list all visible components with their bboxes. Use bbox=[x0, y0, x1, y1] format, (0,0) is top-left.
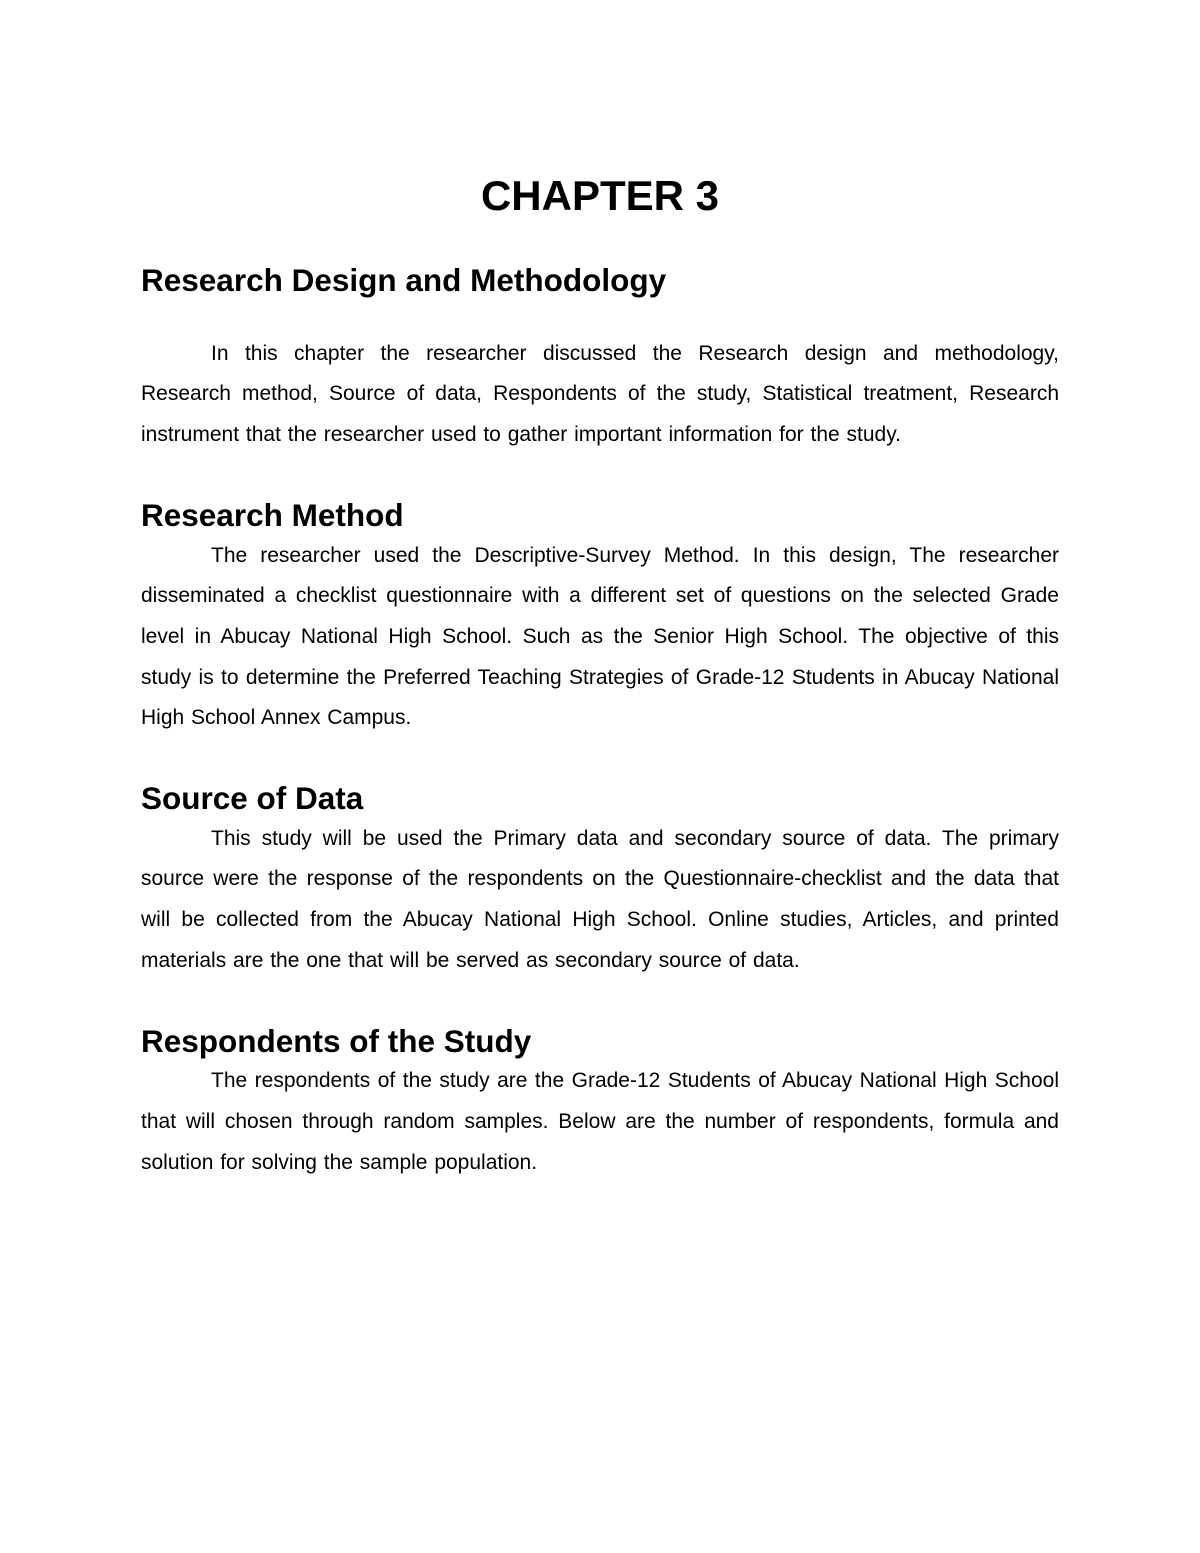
spacer bbox=[141, 212, 1059, 260]
section-heading: Source of Data bbox=[141, 780, 364, 817]
section-respondents bbox=[141, 1021, 1059, 1184]
document-page bbox=[141, 172, 1059, 1183]
section-heading: Research Method bbox=[141, 496, 404, 533]
section-heading: Respondents of the Study bbox=[141, 1022, 532, 1059]
section-heading: Research Design and Methodology bbox=[141, 262, 667, 298]
spacer bbox=[141, 982, 1059, 1021]
chapter-title: CHAPTER 3 bbox=[480, 172, 720, 219]
section-paragraph: This study will be used the Primary data and secondary source of data. The primary source were the response of the respondents on the Questionnaire-checklist and the data that will be collected from the Abucay National High School. Online studies, Articles, and printed materials are the one that will be served as secondary source of data. bbox=[141, 826, 1059, 972]
section-source-of-data bbox=[141, 778, 1059, 982]
section-paragraph: The respondents of the study are the Grade-12 Students of Abucay National High School that will chosen through random samples. Below are the number of respondents, formula and solution for solving the sample population. bbox=[141, 1069, 1059, 1174]
spacer bbox=[141, 739, 1059, 778]
spacer bbox=[141, 301, 1059, 334]
section-paragraph: In this chapter the researcher discussed the Research design and methodology, Research method, Source of data, Respondents of the study, Statistical treatment, Research instrument that the researcher used to gather important information for the study. bbox=[141, 341, 1059, 447]
section-research-method bbox=[141, 495, 1059, 739]
spacer bbox=[141, 456, 1059, 495]
section-paragraph: The researcher used the Descriptive-Survey Method. In this design, The researcher disseminated a checklist questionnaire with a different set of questions on the selected Grade level in Abucay National High School. Such as the Senior High School. The objective of this study is to determine the Preferred Teaching Strategies of Grade-12 Students in Abucay National High School Annex Campus. bbox=[141, 543, 1059, 730]
section-research-design bbox=[141, 260, 1059, 456]
